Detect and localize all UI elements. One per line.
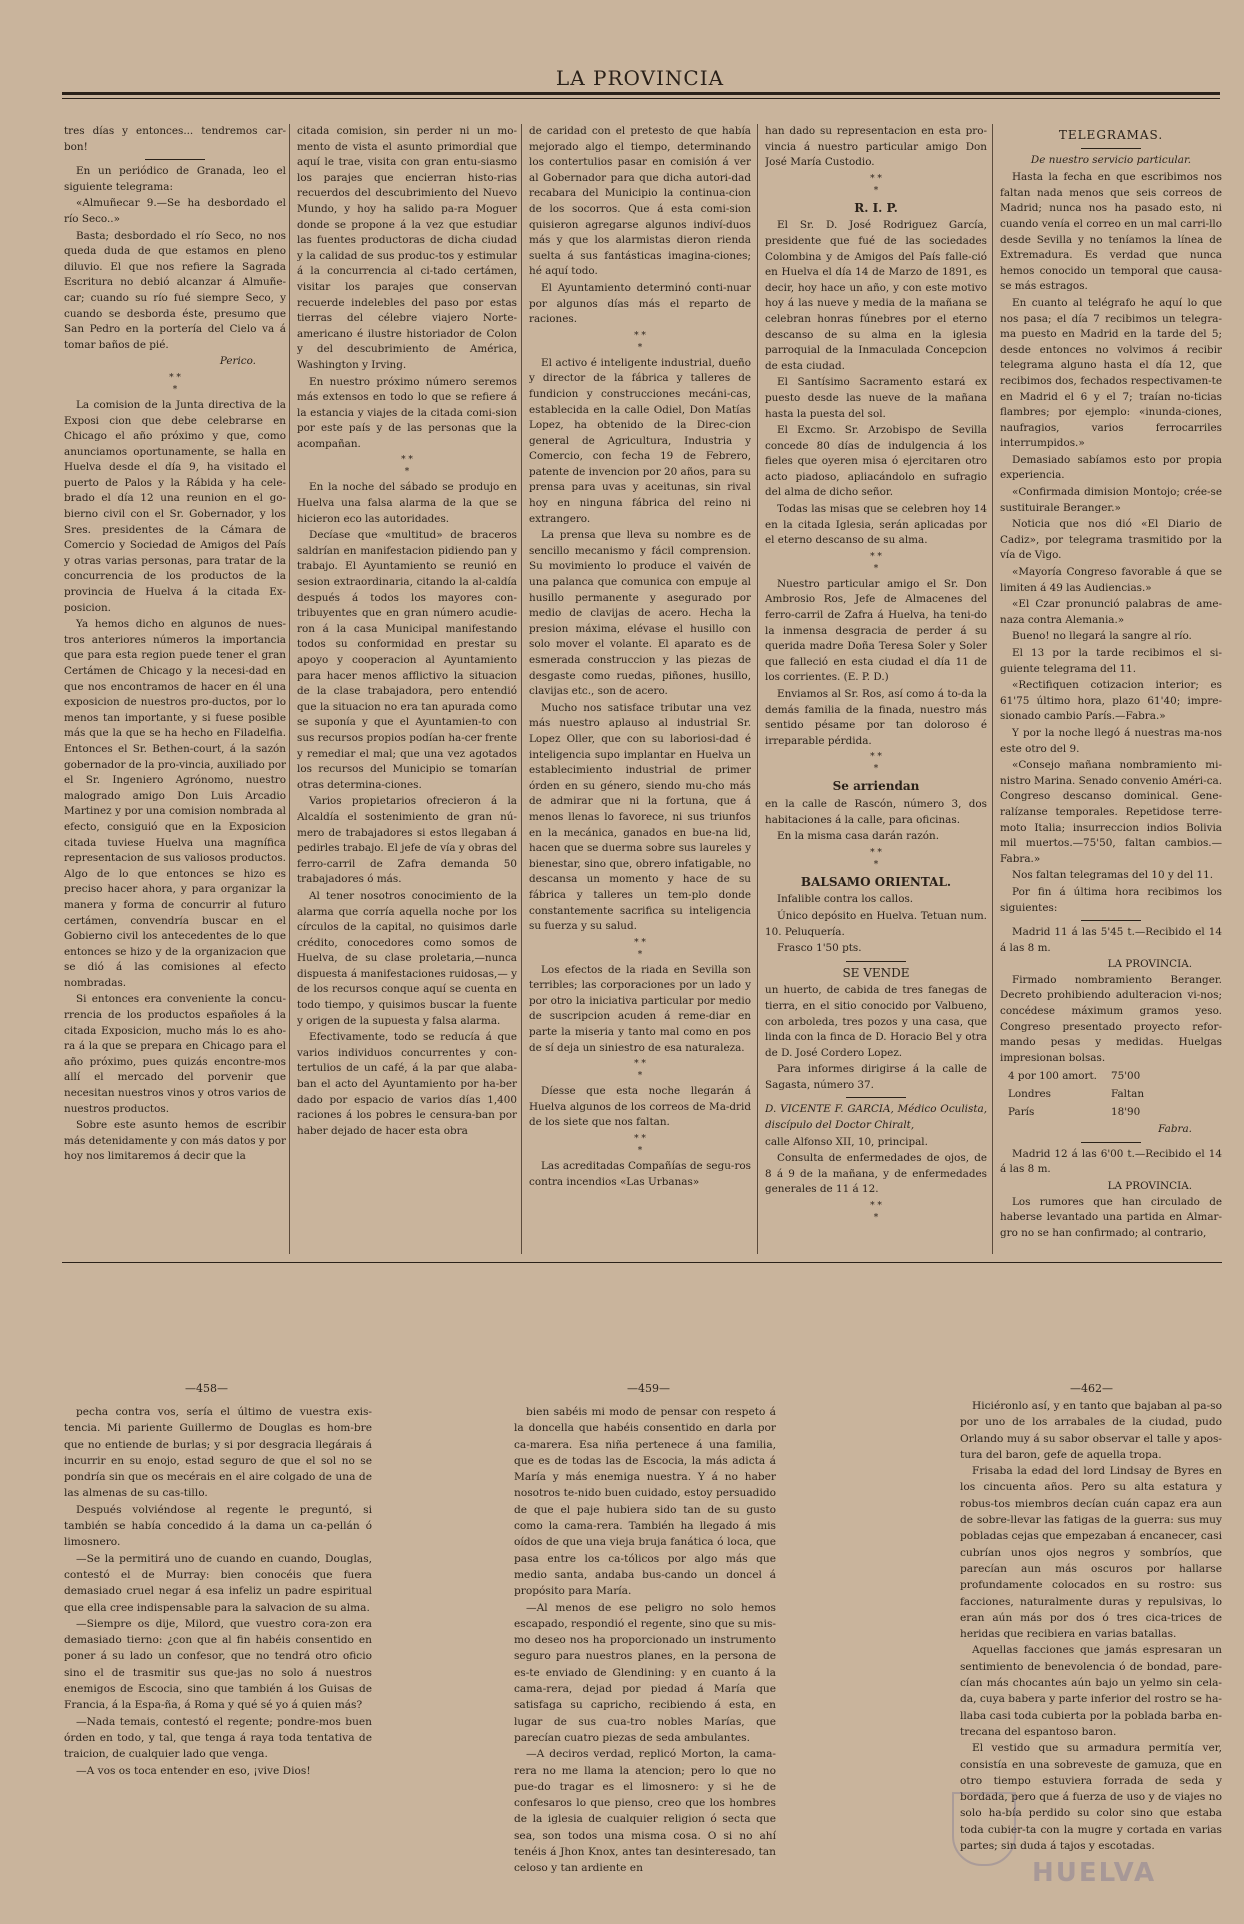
section-subheading: De nuestro servicio particular. <box>1030 153 1192 166</box>
article-paragraph: Al tener nosotros conocimiento de la alarma que corría aquella noche por los círculos de la capital, no quisimos darle crédito, conocedores como somos de Huelva, de su clase proletaria,—nunca dispuesta á manifestaciones ruidosas,— y de los recursos conque aquí se cuenta en todo tiempo, y quisimos buscar la fuente y origen de la supuesta y falsa alarma. <box>297 889 517 1027</box>
feuilleton-paragraph: Frisaba la edad del lord Lindsay de Byres en los cincuenta años. Pero su alta estatura y robus-tos miembros decían cuán capaz era aun de sobre-llevar las fatigas de la guerra: sus muy pobladas cejas que empezaban á encanecer, casi cubrían unos ojos negros y sombríos, que parecían aun más oscuros por hallarse profundamente colocados en su rostro: sus facciones, naturalmente duras y repulsivas, lo eran aún más por dos ó tres cica-trices de heridas que recibiera en varias batallas. <box>960 1465 1222 1641</box>
separator <box>1081 1142 1141 1143</box>
article-paragraph: Varios propietarios ofrecieron á la Alcaldía el sostenimiento de gran nú-mero de trabajadores si estos llegaban á pedirles trabajo. El jefe de vía y obras del ferro-carril de Zafra demanda 50 trabajadores ó más. <box>297 795 517 886</box>
feuilleton-paragraph: —Nada temais, contestó el regente; pondre-mos buen órden en todo, y tal, que tenga á raya toda tentativa de traicion, de cualquier lado que venga. <box>64 1715 372 1761</box>
news-columns <box>62 124 1222 1259</box>
separator <box>846 1097 906 1098</box>
article-paragraph: Hasta la fecha en que escribimos nos faltan nada menos que seis correos de Madrid; nunca nos ha pasado esto, ni cuando venía el correo en un mal carri-llo desde Sevilla y no teníamos la línea de Extremadura. Es verdad que nunca hemos conocido un temporal que causa-se más estragos. <box>1000 171 1222 293</box>
telegram-body: Los rumores que han circulado de haberse levantado una partida en Almar-gro no se han confirmado; al contrario, <box>1000 1195 1222 1239</box>
article-paragraph: Si entonces era conveniente la concu-rrencia de los productos españoles á la citada Exposicion, mucho más lo es aho-ra á la que se prepara en Chicago para el año próximo, pues quizás encontre-mos allí el mercado del porvenir que necesitan nuestros vinos y otros varios de nuestros productos. <box>64 993 286 1115</box>
article-paragraph: En cuanto al telégrafo he aquí lo que nos pasa; el día 7 recibimos un telegra-ma puesto en Madrid en la tarde del 5; desde entonces no volvimos á recibir telegrama alguno hasta el día 12, que recibimos dos, fechados respectivamen-te en Madrid el 6 y el 7; traían no-ticias flambres; por ejemplo: «inunda-ciones, naufragios, varios ferrocarriles interrumpidos.» <box>1000 296 1222 450</box>
article-paragraph: Y por la noche llegó á nuestras ma-nos este otro del 9. <box>1000 726 1222 755</box>
ad-text: un huerto, de cabida de tres fanegas de tierra, en el sitio conocido por Valbueno, con arboleda, tres pozos y una casa, que linda con la finca de D. Horacio Bel y otra de D. José Cordero Lopez. <box>765 984 987 1059</box>
page-number: —459— <box>627 1382 670 1395</box>
feuilleton-paragraph: Hiciéronlo así, y en tanto que bajaban al pa-so por uno de los arrabales de la ciudad, pudo Orlando muy á su sabor observar el talle y apos-tura del baron, gefe de aquella tropa. <box>960 1400 1222 1461</box>
column-1 <box>64 124 286 1259</box>
column-3 <box>529 124 751 1259</box>
table-cell: Londres <box>1008 1088 1051 1101</box>
article-paragraph: Sobre este asunto hemos de escribir más detenidamente y con más datos y por hoy nos limitaremos á decir que la <box>64 1119 286 1163</box>
masthead-rule-thin <box>62 98 1220 99</box>
asterism: * * * <box>634 1059 646 1082</box>
feuilleton-paragraph: —Siempre os dije, Milord, que vuestro cora-zon era demasiado tierno: ¿con que al fin habéis consentido en poner á su lado un confesor, que no tendrá otro oficio sino el de trasmitir sus que-jas no solo á nuestros enemigos de Escocia, sino que también á los Guisas de Francia, á la Espa-ña, á Roma y qué sé yo á quien más? <box>64 1617 372 1712</box>
article-paragraph: El 13 por la tarde recibimos el si-guiente telegrama del 11. <box>1000 647 1222 675</box>
article-paragraph: Bueno! no llegará la sangre al río. <box>1012 630 1192 643</box>
article-paragraph: Demasiado sabíamos esto por propia experiencia. <box>1000 453 1222 482</box>
asterism: * * * <box>634 1134 646 1157</box>
article-paragraph: Basta; desbordado el río Seco, no nos queda duda de que estamos en pleno diluvio. El que nos refiere la Sagrada Escritura no debió alcanzar á Almuñe-car; cuando su río fué siempre Seco, y cuando se desborda éste, presumo que San Pedro en la portería del Cielo va á tomar baños de pié. <box>64 229 286 351</box>
table-cell: 4 por 100 amort. <box>1008 1070 1097 1083</box>
article-paragraph: de caridad con el pretesto de que había mejorado algo el tiempo, determinando los contertulios pasar en comisión á ver al Gobernador para que dicha autori-dad recabara del Municipio la continua-cion de los socorros. Que á esta comi-sion quisieron agregarse algunos indiví-duos más y que los alarmistas dieron rienda suelta á sus fantásticas imagina-ciones; hé aquí todo. <box>529 125 751 278</box>
column-2 <box>297 124 517 1259</box>
article-paragraph: El Excmo. Sr. Arzobispo de Sevilla concede 80 días de indulgencia á los fieles que oyeren misa ó ejercitaren otro acto piadoso, apliacándolo en sufragio del alma de dicho señor. <box>765 424 987 499</box>
article-paragraph: «Confirmada dimision Montojo; crée-se sustituirale Beranger.» <box>1000 486 1222 514</box>
table-cell: Faltan <box>1110 1088 1145 1101</box>
page-rule <box>62 1262 1222 1263</box>
feuilleton-paragraph: —A deciros verdad, replicó Morton, la cama-rera no me llama la atencion; pero lo que no pue-do tragar es el limosnero: y si he de confesaros lo que pienso, creo que los hombres de la iglesia de cualquier religion ó secta que sea, son todos una misma cosa. O si no ahí tenéis á Jhon Knox, antes tan desinteresado, tan celoso y tan ardiente en <box>514 1748 776 1875</box>
article-paragraph: La comision de la Junta directiva de la Exposi cion que debe celebrarse en Chicago el año próximo y que, como anunciamos oportunamente, se halla en Huelva desde el día 9, ha visitado el puerto de Palos y la Rábida y ha cele-brado el día 12 una reunion en el go-bierno civil con el Sr. Gobernador, y los Sres. presidentes de la Cámara de Comercio y Sociedad de Amigos del País y otras varias personas, para tratar de la concurrencia de los productos de la provincia de Huelva á la citada Ex-posicion. <box>64 398 286 614</box>
asterism: * * * <box>401 455 413 478</box>
telegram-header: Madrid 11 á las 5'45 t.—Recibido el 14 á las 8 m. <box>1000 926 1222 954</box>
telegram-recipient: LA PROVINCIA. <box>1107 1180 1192 1192</box>
section-heading: TELEGRAMAS. <box>1058 128 1164 142</box>
signature: Fabra. <box>1158 1123 1192 1136</box>
article-paragraph: El Sr. D. José Rodriguez García, presidente que fué de las sociedades Colombina y de Amigos del País falle-ció en Huelva el día 14 de Marzo de 1891, es decir, hoy hace un año, y con este motivo hoy á las nueve y media de la mañana se celebran honras fúnebres por el eterno descanso de su alma en la iglesia parroquial de la Inmaculada Concepcion de esta ciudad. <box>765 219 987 372</box>
table-cell: 18'90 <box>1110 1105 1141 1118</box>
article-paragraph: Todas las misas que se celebren hoy 14 en la citada Iglesia, serán aplicadas por el eterno descanso de su alma. <box>765 503 987 547</box>
asterism: * * * <box>870 847 882 870</box>
column-4 <box>765 124 987 1259</box>
telegram-body: Firmado nombramiento Beranger. Decreto prohibiendo adulteracion vi-nos; concédese máximum gramos yeso. Congreso presentado proyecto refor-mando pesas y medidas. Huelgas impresionan bolsas. <box>1000 973 1222 1064</box>
article-paragraph: tres días y entonces... tendremos car-bon! <box>64 125 286 153</box>
article-paragraph: citada comision, sin perder ni un mo-mento de vista el asunto primordial que aquí le trae, visita con gran entu-siasmo los parajes que encierran histo-rias recuerdos del descubrimiento del Nuevo Mundo, y hoy ha salido pa-ra Moguer donde se propone á la vez que estudiar las fuentes productoras de dicha ciudad y la calidad de sus produc-tos y estimular á la concurrencia al ci-tado certámen, visitar los parajes que conservan recuerde indelebles del paso por estas tierras del célebre viajero Norte-americano é ilustre historiador de Colon y del descubrimiento de América, Washington y Irving. <box>297 125 517 371</box>
ad-text: Para informes dirigirse á la calle de Sagasta, número 37. <box>765 1063 987 1091</box>
article-paragraph: han dado su representacion en esta pro-vincia á nuestro particular amigo Don José María Custodio. <box>765 125 987 169</box>
article-paragraph: La prensa que lleva su nombre es de sencillo mecanismo y fácil comprension. Su movimiento lo produce el vaivén de una palanca que comunica con empuje al husillo permanente y asegurado por medio de clavijas de acero. Hecha la presion máxima, elévase el husillo con solo mover el volante. El aparato es de esmerada construccion y las piezas de desgaste como ruedas, piñones, husillo, clavijas etc., son de acero. <box>529 529 751 698</box>
signature: Perico. <box>219 355 256 368</box>
ad-heading: D. VICENTE F. GARCIA, Médico Oculista, discípulo del Doctor Chiralt, <box>765 1103 987 1132</box>
article-paragraph: Por fin á última hora recibimos los siguientes: <box>1000 885 1222 914</box>
separator <box>145 159 205 160</box>
article-paragraph: En nuestro próximo número seremos más extensos en todo lo que se refiere á la estancia y viajes de la citada comi-sion por este país y de las personas que la acompañan. <box>297 375 517 450</box>
feuilleton-paragraph: —A vos os toca entender en eso, ¡vive Dios! <box>76 1764 311 1777</box>
ad-text: Frasco 1'50 pts. <box>777 942 862 955</box>
ad-text: en la calle de Rascón, número 3, dos habitaciones á la calle, para oficinas. <box>765 797 987 826</box>
article-paragraph: El Ayuntamiento determinó conti-nuar por algunos días más el reparto de raciones. <box>529 281 751 326</box>
ad-text: Infalible contra los callos. <box>777 893 914 906</box>
article-paragraph: Las acreditadas Compañías de segu-ros contra incendios «Las Urbanas» <box>529 1160 751 1188</box>
page-number: —458— <box>185 1382 228 1395</box>
archive-seal-icon <box>952 1792 1016 1866</box>
article-paragraph: Nuestro particular amigo el Sr. Don Ambrosio Ros, Jefe de Almacenes del ferro-carril de Zafra á Huelva, ha teni-do la inmensa desgracia de perder á su querida madre Doña Teresa Soler y Soler que falleció en esta ciudad el día 11 de los corrientes. (E. P. D.) <box>765 577 987 684</box>
ad-text: Único depósito en Huelva. Tetuan num. 10. Peluquería. <box>765 909 987 938</box>
article-paragraph: El activo é inteligente industrial, dueño y director de la fábrica y talleres de fundicion y construcciones mecáni-cas, establecida en la calle Odiel, Don Matías Lopez, ha obtenido de la Direc-cion general de Agricultura, Industria y Comercio, con fecha 19 de Febrero, patente de invencion por 20 años, para su prensa para uvas y aceitunas, sin rival hoy en ninguna fábrica del reino ni extrangero. <box>529 356 751 525</box>
article-paragraph: «Rectifiquen cotizacion interior; es 61'75 último hora, plazo 61'40; impre-sionado cambio París.—Fabra.» <box>1000 679 1222 723</box>
feuilleton-paragraph: bien sabéis mi modo de pensar con respeto á la doncella que habéis consentido en darla por ca-marera. Esa niña pertenece á una familia, que es de todas las de Escocia, la más adicta á María y más enemiga nuestra. Y á no haber nosotros te-nido buen cuidado, estoy persuadido de que el paje hubiera sido tan de su gusto como la cama-rera. También ha llegado á mis oídos de que una vieja bruja fanática ó loca, que pasa entre los ca-tólicos por algo más que medio santa, andaba bus-cando un doncel á propósito para María. <box>514 1406 776 1598</box>
article-paragraph: Mucho nos satisface tributar una vez más nuestro aplauso al industrial Sr. Lopez Oller, que con su laboriosi-dad é inteligencia supo implantar en Huelva un establecimiento industrial de primer órden en su género, siendo mu-cho más de admirar que ni la fortuna, que á menos llenas lo favorece, ni sus triunfos en la mecánica, ganados en bue-na lid, hacen que se duerma sobre sus laureles y bienestar, sino que, obrero infatigable, no descansa un momento y hace de su fábrica y talleres un tem-plo donde constantemente sacrifica su inteligencia su fuerza y su salud. <box>529 701 751 933</box>
ad-heading: BALSAMO ORIENTAL. <box>800 874 952 889</box>
table-cell: 75'00 <box>1110 1070 1141 1083</box>
article-paragraph: En un periódico de Granada, leo el siguiente telegrama: <box>64 165 286 193</box>
article-paragraph: Efectivamente, todo se reducía á que varios individuos concurrentes y con-tertulios de un café, á la par que alaba-ban el acto del Ayuntamiento por ha-ber dado por espacio de varios días 1,400 raciones á los pobres le censura-ban por haber dejado de hacer esta obra <box>297 1031 517 1137</box>
table-cell: París <box>1008 1105 1035 1118</box>
asterism: * * * <box>870 551 882 574</box>
article-paragraph: «Consejo mañana nombramiento mi-nistro Marina. Senado convenio Améri-ca. Congreso descanso dominical. Gene-ralízanse temporales. Repetidose terre-moto Italia; insurreccion indios Bolivia mil muertos.—75'50, faltan cambios.— Fabra.» <box>1000 759 1222 865</box>
table-row <box>1002 1069 1150 1085</box>
exchange-table <box>1000 1067 1152 1122</box>
article-paragraph: El Santísimo Sacramento estará ex puesto desde las nueve de la mañana hasta la puesta del sol. <box>765 376 987 420</box>
article-paragraph: Ya hemos dicho en algunos de nues-tros anteriores números la importancia que para esta region puede tener el gran Certámen de Chicago y la necesi-dad en que nos encontramos de hacer en él una exposicion de nuestros pro-ductos, por lo menos tan importante, y si fuese posible más que la que se ha hecho en Filadelfia. Entonces el Sr. Bethen-court, á la sazón gobernador de la pro-vincia, auxiliado por el Sr. Ingeniero Agrónomo, nuestro malogrado amigo Don Luis Arcadio Martinez y por una comision nombrada al efecto, consiguió que en la Exposicion citada tuviese Huelva una magnífica representacion de sus valiosos productos. Algo de lo que entonces se hizo es preciso hacer ahora, y para organizar la manera y forma de concurrir al futuro certámen, convendría buscar en el Gobierno civil los antecedentes de lo que entonces se hizo y de la organizacion que se dió á las comisiones al efecto nombradas. <box>64 618 286 989</box>
ad-heading: SE VENDE <box>842 965 910 980</box>
article-paragraph: Noticia que nos dió «El Diario de Cadiz», por telegrama trasmitido por la vía de Vigo. <box>1000 518 1222 562</box>
feuilleton-paragraph: Aquellas facciones que jamás espresaran un sentimiento de benevolencia ó de bondad, pare-cían más chocantes aún bajo un yelmo sin cela-da, cuya babera y parte inferior del rostro se ha-llaba casi toda cubierta por la poblada barba en-trecana del espantoso baron. <box>960 1644 1222 1738</box>
asterism: * * * <box>870 173 882 196</box>
feuilleton-paragraph: Después volviéndose al regente le preguntó, si también se había concedido á la dama un ca-pellán ó limosnero. <box>64 1503 372 1549</box>
feuilleton-column-2 <box>514 1404 776 1924</box>
asterism: * * * <box>169 372 181 395</box>
asterism: * * * <box>634 937 646 960</box>
ad-text: calle Alfonso XII, 10, principal. <box>765 1135 928 1148</box>
article-paragraph: Los efectos de la riada en Sevilla son terribles; las corporaciones por un lado y por otro la iniciativa particular por medio de suscripcion acuden á reme-diar en parte la miseria y tanto mal como en pos de sí deja un siniestro de esa naturaleza. <box>529 963 751 1054</box>
page-number: —462— <box>1070 1382 1113 1395</box>
article-paragraph: Díesse que esta noche llegarán á Huelva algunos de los correos de Ma-drid de los siete que nos faltan. <box>529 1085 751 1129</box>
article-paragraph: «Mayoría Congreso favorable á que se limiten á 49 las Audiencias.» <box>1000 566 1222 594</box>
table-row <box>1002 1105 1150 1121</box>
article-paragraph: En la noche del sábado se produjo en Huelva una falsa alarma de la que se hicieron eco las autoridades. <box>297 481 517 525</box>
article-paragraph: «Almuñecar 9.—Se ha desbordado el río Seco..» <box>64 197 286 225</box>
column-5 <box>1000 124 1222 1259</box>
table-row <box>1002 1087 1150 1103</box>
separator <box>846 961 906 962</box>
article-paragraph: Enviamos al Sr. Ros, así como á to-da la demás familia de la finada, nuestro más sentido pésame por tan doloroso é irreparable pérdida. <box>765 688 987 747</box>
masthead-rule <box>62 92 1220 95</box>
feuilleton-paragraph: pecha contra vos, sería el último de vuestra exis-tencia. Mi pariente Guillermo de Douglas es hom-bre que no entiende de burlas; y si por desgracia llegárais á incurrir en su enojo, estad seguro de que el sol no se pondría sin que os mecérais en el aire colgado de una de las almenas de su cas-tillo. <box>64 1406 372 1500</box>
feuilleton-paragraph: El vestido que su armadura permitía ver, consistía en una sobreveste de gamuza, que en otro tiempo estuviera forrada de seda y bordada, pero que á fuerza de uso y de viajes no solo ha-bía perdido su color sino que estaba toda cubier-ta con la mugre y cortada en varias partes; sin duda á tajos y escotadas. <box>960 1742 1222 1853</box>
ad-heading: Se arriendan <box>832 779 920 794</box>
telegram-header: Madrid 12 á las 6'00 t.—Recibido el 14 á las 8 m. <box>1000 1147 1222 1176</box>
asterism: * * * <box>634 330 646 353</box>
feuilleton-paragraph: —Se la permitirá uno de cuando en cuando, Douglas, contestó el de Murray: bien conocéis que fuera demasiado cruel negar á esa infeliz un padre espiritual que ella cree indispensable para la salvacion de su alma. <box>64 1552 372 1614</box>
feuilleton-column-1 <box>64 1404 372 1924</box>
ad-text: Consulta de enfermedades de ojos, de 8 á 9 de la mañana, y de enfermedades generales de 11 á 12. <box>765 1152 987 1196</box>
asterism: * * * <box>870 1201 882 1224</box>
archive-stamp: HUELVA <box>1032 1858 1157 1888</box>
rip-heading: R. I. P. <box>854 200 898 215</box>
article-paragraph: Nos faltan telegramas del 10 y del 11. <box>1012 869 1214 882</box>
article-paragraph: «El Czar pronunció palabras de ame-naza contra Alemania.» <box>1000 598 1222 626</box>
separator <box>1081 148 1141 149</box>
telegram-recipient: LA PROVINCIA. <box>1107 958 1192 971</box>
masthead-title: LA PROVINCIA <box>555 66 725 90</box>
ad-text: En la misma casa darán razón. <box>777 830 939 843</box>
asterism: * * * <box>870 752 882 775</box>
article-paragraph: Decíase que «multitud» de braceros saldrían en manifestacion pidiendo pan y trabajo. El Ayuntamiento se reunió en sesion extraordinaria, citando la al-caldía después á todos los mayores con-tribuyentes que en gran número acudie-ron á la casa Municipal manifestando todos su conformidad en prestar su apoyo y cooperacion al Ayuntamiento para hacer menos afflictivo la situacion de la clase trabajadora, pero entendió que la situacion no era tan apurada como se suponía y que el Ayuntamien-to con sus recursos propios podían ha-cer frente y remediar el mal; que una vez agotados los recursos del Municipio se tomarían otras determina-ciones. <box>297 529 517 791</box>
separator <box>1081 920 1141 921</box>
feuilleton-paragraph: —Al menos de ese peligro no solo hemos escapado, respondió el regente, sino que su mis-mo deseo nos ha proporcionado un instrumento seguro para nuestros planes, en la persona de es-te enviado de Glendining: y en cuanto á la cama-rera, dejad por piedad á María que satisfaga su capricho, recibiendo á esta, en lugar de sus cua-tro nobles Marías, que parecían cuatro piezas de seda ambulantes. <box>514 1601 776 1744</box>
